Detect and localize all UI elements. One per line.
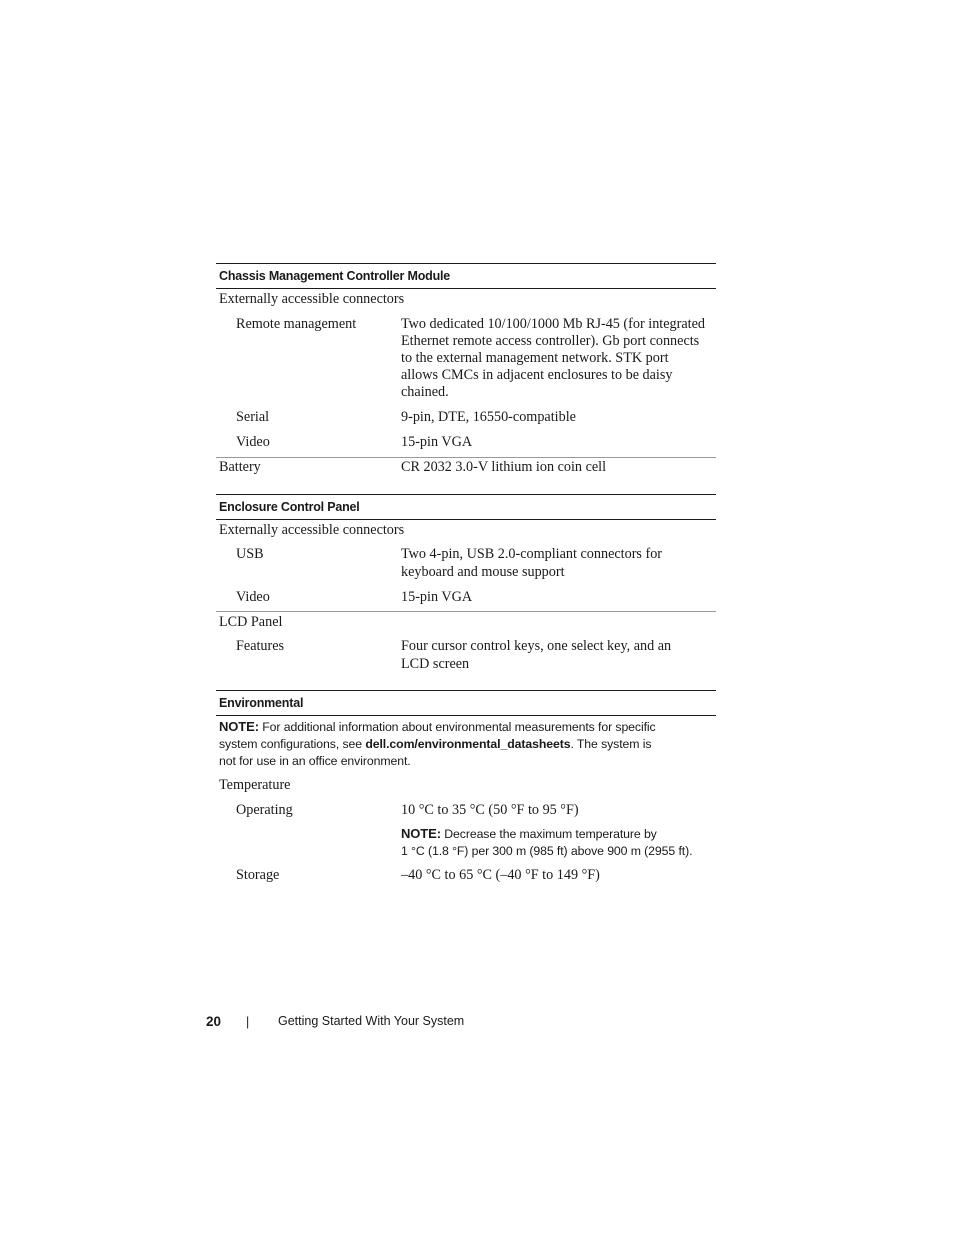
divider bbox=[216, 611, 716, 612]
features-value-line: LCD screen bbox=[401, 656, 470, 672]
usb-label: USB bbox=[236, 546, 264, 562]
note-text: For additional information about environmental measurements for specific bbox=[258, 720, 656, 734]
footer-separator: | bbox=[246, 1015, 250, 1029]
ecp-section-title: Enclosure Control Panel bbox=[219, 500, 360, 514]
remote-management-label: Remote management bbox=[236, 316, 357, 332]
features-value-line: Four cursor control keys, one select key, and an bbox=[401, 638, 672, 654]
remote-management-line: Two dedicated 10/100/1000 Mb RJ-45 (for integrated bbox=[401, 316, 705, 332]
operating-value: 10 °C to 35 °C (50 °F to 95 °F) bbox=[401, 802, 579, 818]
operating-note bbox=[401, 825, 701, 860]
remote-management-line: chained. bbox=[401, 384, 449, 400]
environmental-note bbox=[219, 718, 699, 770]
lcd-panel-label: LCD Panel bbox=[219, 614, 283, 630]
battery-value: CR 2032 3.0-V lithium ion coin cell bbox=[401, 459, 607, 475]
battery-label: Battery bbox=[219, 459, 261, 475]
note-text: Decrease the maximum temperature by bbox=[440, 827, 657, 841]
ecp-section-header bbox=[216, 494, 716, 520]
note-text: . The system is bbox=[570, 737, 652, 751]
usb-value-line: Two 4-pin, USB 2.0-compliant connectors for bbox=[401, 546, 663, 562]
ecp-video-label: Video bbox=[236, 589, 270, 605]
operating-label: Operating bbox=[236, 802, 293, 818]
remote-management-line: to the external management network. STK port bbox=[401, 350, 669, 366]
divider bbox=[216, 457, 716, 458]
remote-management-line: allows CMCs in adjacent enclosures to be daisy bbox=[401, 367, 673, 383]
note-text: 1 °C (1.8 °F) per 300 m (985 ft) above 900 m (2955 ft). bbox=[401, 844, 693, 858]
serial-value: 9-pin, DTE, 16550-compatible bbox=[401, 409, 576, 425]
remote-management-line: Ethernet remote access controller). Gb port connects bbox=[401, 333, 700, 349]
features-label: Features bbox=[236, 638, 285, 654]
storage-value: –40 °C to 65 °C (–40 °F to 149 °F) bbox=[401, 867, 600, 883]
page-number: 20 bbox=[206, 1014, 222, 1029]
env-section-title: Environmental bbox=[219, 696, 304, 710]
env-section-header bbox=[216, 690, 716, 716]
note-label: NOTE: bbox=[219, 719, 259, 734]
footer-title: Getting Started With Your System bbox=[278, 1014, 465, 1028]
cmc-section-title: Chassis Management Controller Module bbox=[219, 269, 451, 283]
cmc-external-connectors-label: Externally accessible connectors bbox=[219, 291, 405, 307]
note-text: system configurations, see bbox=[219, 737, 366, 751]
ecp-video-value: 15-pin VGA bbox=[401, 589, 473, 605]
cmc-section-header bbox=[216, 263, 716, 289]
datasheets-link[interactable]: dell.com/environmental_datasheets bbox=[365, 737, 571, 751]
serial-label: Serial bbox=[236, 409, 270, 425]
note-text: not for use in an office environment. bbox=[219, 754, 411, 768]
temperature-label: Temperature bbox=[219, 777, 291, 793]
ecp-external-connectors-label: Externally accessible connectors bbox=[219, 522, 405, 538]
storage-label: Storage bbox=[236, 867, 280, 883]
cmc-video-value: 15-pin VGA bbox=[401, 434, 473, 450]
cmc-video-label: Video bbox=[236, 434, 270, 450]
usb-value-line: keyboard and mouse support bbox=[401, 564, 565, 580]
note-label: NOTE: bbox=[401, 826, 441, 841]
